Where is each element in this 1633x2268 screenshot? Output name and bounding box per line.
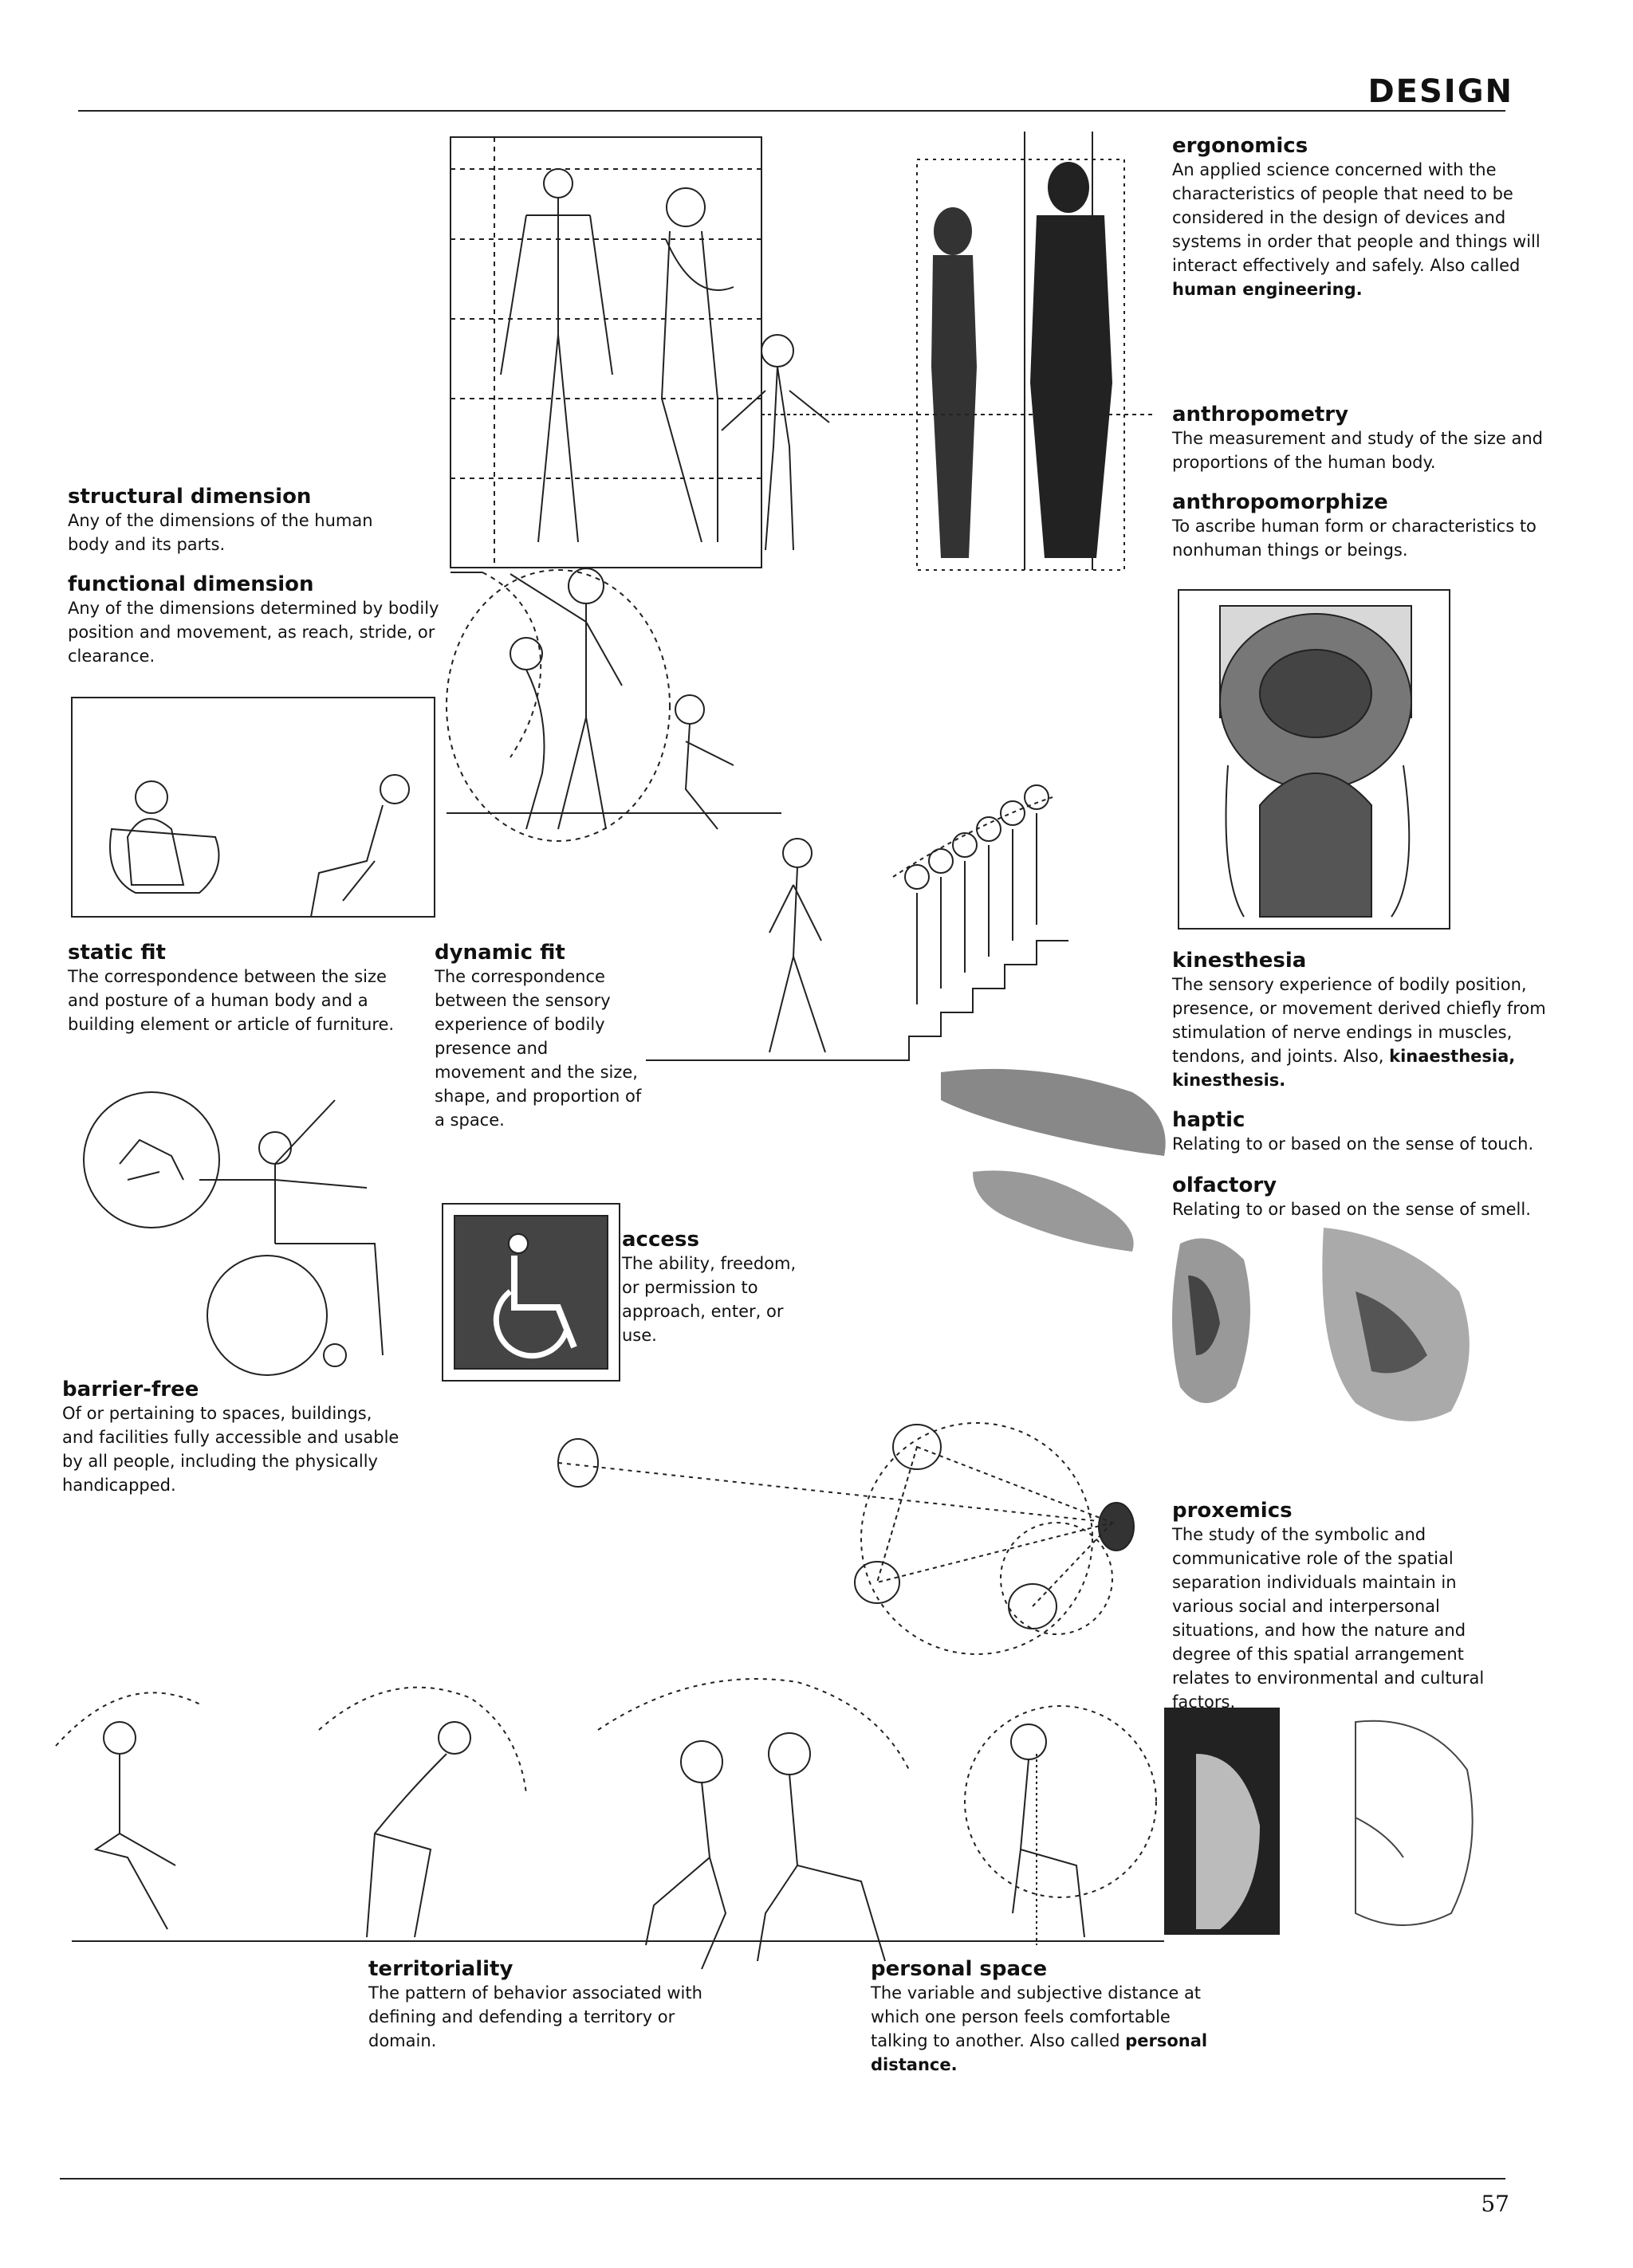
personal-space-photos (1164, 1708, 1473, 1935)
definition-barrier-free: Of or pertaining to spaces, buildings, and facilities fully accessible and usable by all people, including the physically handicapped. (62, 1404, 399, 1495)
entry-kinesthesia (1172, 949, 1547, 1092)
stair-figures (646, 785, 1068, 1060)
definition-dynamic-fit: The correspondence between the sensory experience of bodily presence and movement and the size, shape, and proportion of a space. (435, 967, 642, 1130)
anthropometry-silhouettes (845, 132, 1156, 570)
term-kinesthesia: kinesthesia (1172, 949, 1307, 973)
entry-personal-space (871, 1957, 1222, 2077)
definition-proxemics: The study of the symbolic and communicative role of the spatial separation individuals maintain in various social and interpersonal situations, and how the nature and degree of this spatial arrangement relates to environmental and cultural factors. (1172, 1525, 1485, 1712)
grotesque-doorway-image (1179, 590, 1450, 929)
entry-proxemics (1172, 1499, 1523, 1714)
term-personal-space: personal space (871, 1957, 1048, 1981)
access-symbol (443, 1204, 620, 1381)
entry-anthropometry (1172, 403, 1547, 474)
term-olfactory: olfactory (1172, 1173, 1277, 1197)
olfactory-images (1172, 1228, 1470, 1421)
definition-kinesthesia-text: The sensory experience of bodily position, presence, or movement derived chiefly from stimulation of nerve endings in muscles, tendons, and joints. Also, (1172, 975, 1546, 1066)
definition-functional-dimension: Any of the dimensions determined by bodily position and movement, as reach, stride, or clearance. (68, 599, 439, 666)
territoriality-figures (56, 1679, 1164, 1969)
term-haptic: haptic (1172, 1108, 1245, 1132)
proxemics-diagram (558, 1423, 1134, 1654)
static-fit-room (72, 698, 435, 917)
term-dynamic-fit: dynamic fit (435, 941, 565, 965)
haptic-hands-image (941, 1069, 1166, 1252)
definition-anthropometry: The measurement and study of the size and proportions of the human body. (1172, 429, 1543, 472)
definition-ergonomics-text: An applied science concerned with the characteristics of people that need to be considered in the design of devices and systems in order that people and things will interact effectively and safely. Also called (1172, 160, 1541, 275)
section-title: DESIGN (1367, 73, 1513, 110)
term-access: access (622, 1228, 699, 1252)
entry-barrier-free (62, 1378, 405, 1497)
definition-access: The ability, freedom, or permission to approach, enter, or use. (622, 1254, 797, 1345)
entry-territoriality (368, 1957, 703, 2053)
definition-haptic: Relating to or based on the sense of touch. (1172, 1134, 1534, 1154)
term-structural-dimension: structural dimension (68, 485, 312, 509)
term-anthropometry: anthropometry (1172, 403, 1349, 426)
entry-anthropomorphize (1172, 490, 1539, 562)
structural-dimension-figure (451, 137, 845, 568)
entry-olfactory (1172, 1173, 1547, 1221)
term-barrier-free: barrier-free (62, 1378, 199, 1401)
definition-structural-dimension: Any of the dimensions of the human body and its parts. (68, 511, 373, 554)
dynamic-fit-figure (447, 568, 781, 841)
entry-access (622, 1228, 813, 1347)
footer-rule (60, 2178, 1505, 2180)
term-static-fit: static fit (68, 941, 166, 965)
wheelchair-figure (84, 1092, 383, 1375)
entry-dynamic-fit (435, 941, 642, 1132)
definition-kinesthesia (1172, 973, 1547, 1092)
entry-haptic (1172, 1108, 1547, 1156)
definition-ergonomics (1172, 158, 1547, 301)
term-ergonomics: ergonomics (1172, 134, 1308, 158)
page-number: 57 (1481, 2191, 1509, 2217)
definition-personal-space (871, 1981, 1222, 2077)
term-anthropomorphize: anthropomorphize (1172, 490, 1388, 514)
definition-territoriality: The pattern of behavior associated with defining and defending a territory or domain. (368, 1983, 702, 2050)
term-proxemics: proxemics (1172, 1499, 1293, 1523)
entry-structural-dimension (68, 485, 403, 556)
entry-functional-dimension (68, 572, 443, 668)
personal-space-alt-term: personal distance. (871, 2031, 1208, 2074)
definition-static-fit: The correspondence between the size and posture of a human body and a building element or article of furniture. (68, 967, 395, 1034)
kinesthesia-alt-term: kinaesthesia, kinesthesis. (1172, 1047, 1516, 1090)
entry-ergonomics (1172, 134, 1547, 301)
definition-olfactory: Relating to or based on the sense of smell. (1172, 1200, 1531, 1219)
term-territoriality: territoriality (368, 1957, 514, 1981)
ergonomics-alt-term: human engineering. (1172, 280, 1363, 299)
definition-personal-space-text: The variable and subjective distance at which one person feels comfortable talking to another. Also called (871, 1983, 1202, 2050)
definition-anthropomorphize: To ascribe human form or characteristics to nonhuman things or beings. (1172, 517, 1537, 560)
entry-static-fit (68, 941, 411, 1036)
term-functional-dimension: functional dimension (68, 572, 314, 596)
